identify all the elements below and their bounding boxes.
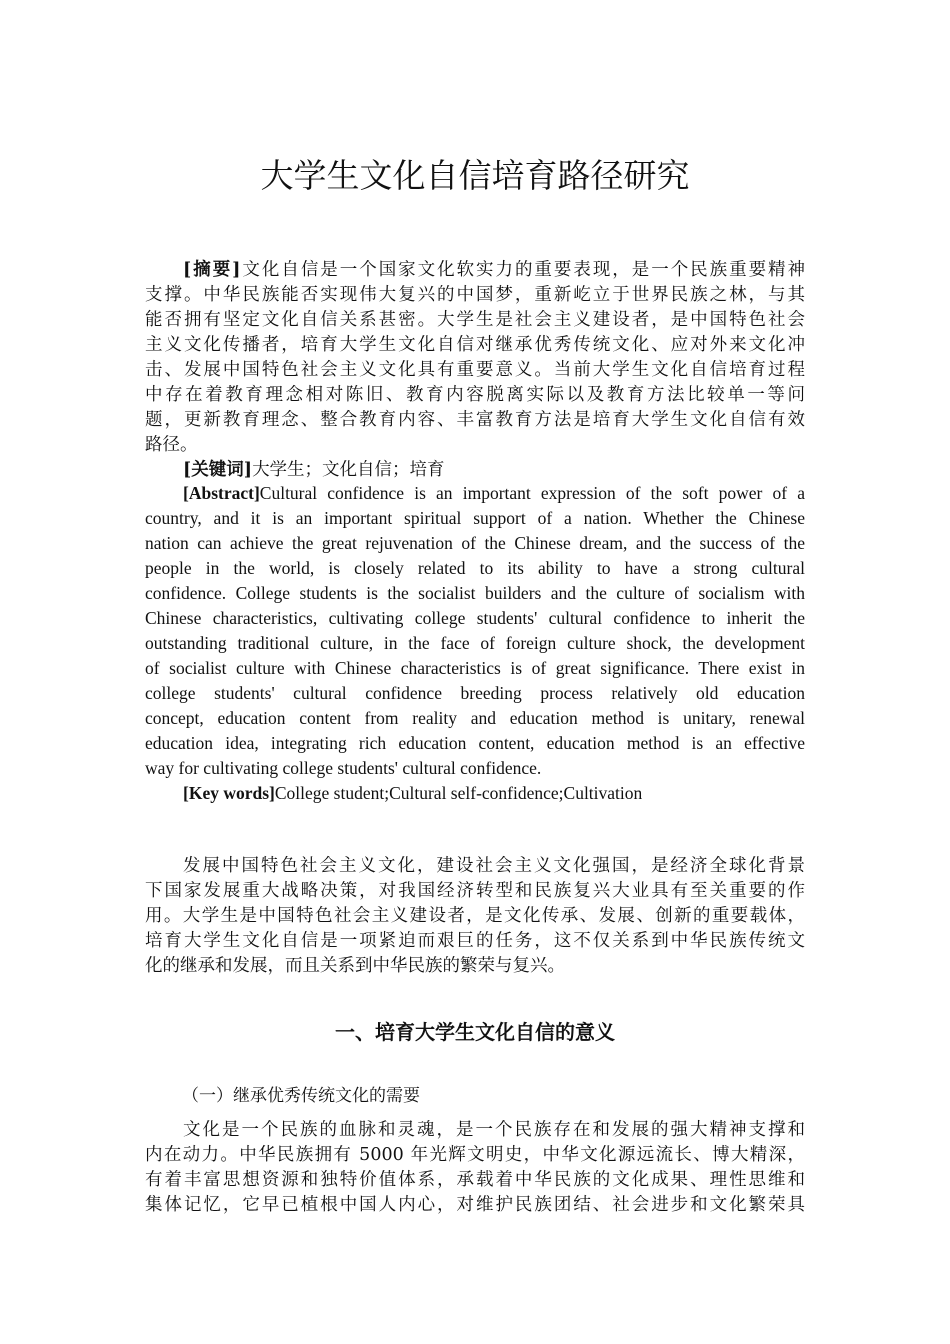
text-line bbox=[145, 1168, 805, 1193]
text-line bbox=[145, 531, 805, 556]
text-line bbox=[145, 631, 805, 656]
text-line bbox=[145, 258, 805, 283]
text-line bbox=[145, 879, 805, 904]
line-text: 主义文化传播者，培育大学生文化自信对继承优秀传统文化、应对外来文化冲 bbox=[145, 335, 805, 355]
line-text: Chinese characteristics, cultivating college students' cultural confidence to inherit the bbox=[145, 608, 805, 628]
text-line bbox=[145, 581, 805, 606]
text-line bbox=[145, 656, 805, 681]
line-text: education idea, integrating rich education content, education method is an effective bbox=[145, 733, 805, 753]
line-text: college students' cultural confidence breeding process relatively old education bbox=[145, 683, 805, 703]
line-text: 培育大学生文化自信是一项紧迫而艰巨的任务，这不仅关系到中华民族传统文 bbox=[145, 931, 805, 951]
text-line bbox=[145, 781, 805, 806]
line-text: 文化自信是一个国家文化软实力的重要表现，是一个民族重要精神 bbox=[240, 260, 806, 280]
line-text: concept, education content from reality and education method is unitary, renewal bbox=[145, 708, 805, 728]
line-text: 发展中国特色社会主义文化，建设社会主义文化强国，是经济全球化背景 bbox=[183, 856, 805, 876]
text-line bbox=[145, 904, 805, 929]
intro-paragraph bbox=[145, 854, 805, 979]
line-text: country, and it is an important spiritual support of a nation. Whether the Chinese bbox=[145, 508, 805, 528]
label: [Key words] bbox=[183, 783, 275, 803]
text-line bbox=[145, 506, 805, 531]
text-line bbox=[145, 681, 805, 706]
text-line bbox=[145, 1193, 805, 1218]
document-title: 大学生文化自信培育路径研究 bbox=[260, 156, 690, 195]
line-text: 有着丰富思想资源和独特价值体系，承载着中华民族的文化成果、理性思维和 bbox=[145, 1170, 805, 1190]
line-text: Cultural confidence is an important expression of the soft power of a bbox=[259, 483, 805, 503]
line-text: 内在动力。中华民族拥有 5000 年光辉文明史，中华文化源远流长、博大精深， bbox=[145, 1145, 805, 1165]
text-line bbox=[145, 481, 805, 506]
text-line bbox=[145, 731, 805, 756]
line-text: College student;Cultural self-confidence;Cultivation bbox=[274, 783, 643, 803]
text-line bbox=[145, 929, 805, 954]
label: [关键词] bbox=[183, 460, 253, 480]
line-text: outstanding traditional culture, in the face of foreign culture shock, the development bbox=[145, 633, 805, 653]
line-text: 大学生；文化自信；培育 bbox=[252, 460, 445, 480]
text-line bbox=[145, 706, 805, 731]
text-line bbox=[145, 308, 805, 333]
label: [摘要] bbox=[183, 260, 241, 280]
subsection-heading: （一）继承优秀传统文化的需要 bbox=[182, 1086, 420, 1106]
line-text: people in the world, is closely related to its ability to have a strong cultural bbox=[145, 558, 805, 578]
line-text: confidence. College students is the socialist builders and the culture of socialism with bbox=[145, 583, 805, 603]
body-paragraph bbox=[145, 1118, 805, 1218]
text-line bbox=[145, 1143, 805, 1168]
text-line bbox=[145, 283, 805, 308]
abstract-en bbox=[145, 481, 805, 806]
line-text: of socialist culture with Chinese characteristics is of great significance. There exist in bbox=[145, 658, 805, 678]
line-text: 题，更新教育理念、整合教育内容、丰富教育方法是培育大学生文化自信有效 bbox=[145, 410, 805, 430]
line-text: 集体记忆，它早已植根中国人内心，对维护民族团结、社会进步和文化繁荣具 bbox=[145, 1195, 805, 1215]
text-line bbox=[145, 358, 805, 383]
line-text: 化的继承和发展，而且关系到中华民族的繁荣与复兴。 bbox=[145, 956, 565, 976]
text-line bbox=[145, 606, 805, 631]
abstract-cn bbox=[145, 258, 805, 483]
text-line bbox=[145, 408, 805, 433]
line-text: 支撑。中华民族能否实现伟大复兴的中国梦，重新屹立于世界民族之林，与其 bbox=[145, 285, 805, 305]
line-text: 文化是一个民族的血脉和灵魂，是一个民族存在和发展的强大精神支撑和 bbox=[183, 1120, 805, 1140]
line-text: 下国家发展重大战略决策，对我国经济转型和民族复兴大业具有至关重要的作 bbox=[145, 881, 805, 901]
text-line bbox=[145, 954, 805, 979]
line-text: 击、发展中国特色社会主义文化具有重要意义。当前大学生文化自信培育过程 bbox=[145, 360, 805, 380]
section-heading: 一、培育大学生文化自信的意义 bbox=[335, 1020, 615, 1044]
line-text: way for cultivating college students' cultural confidence. bbox=[145, 758, 542, 778]
line-text: 用。大学生是中国特色社会主义建设者，是文化传承、发展、创新的重要载体， bbox=[145, 906, 805, 926]
text-line bbox=[145, 1118, 805, 1143]
text-line bbox=[145, 433, 805, 458]
text-line bbox=[145, 756, 805, 781]
label: [Abstract] bbox=[183, 483, 260, 503]
line-text: nation can achieve the great rejuvenation of the Chinese dream, and the success of the bbox=[145, 533, 805, 553]
line-text: 路径。 bbox=[145, 435, 198, 455]
line-text: 能否拥有坚定文化自信关系甚密。大学生是社会主义建设者，是中国特色社会 bbox=[145, 310, 805, 330]
line-text: 中存在着教育理念相对陈旧、教育内容脱离实际以及教育方法比较单一等问 bbox=[145, 385, 805, 405]
text-line bbox=[145, 458, 805, 483]
text-line bbox=[145, 854, 805, 879]
text-line bbox=[145, 556, 805, 581]
text-line bbox=[145, 383, 805, 408]
text-line bbox=[145, 333, 805, 358]
